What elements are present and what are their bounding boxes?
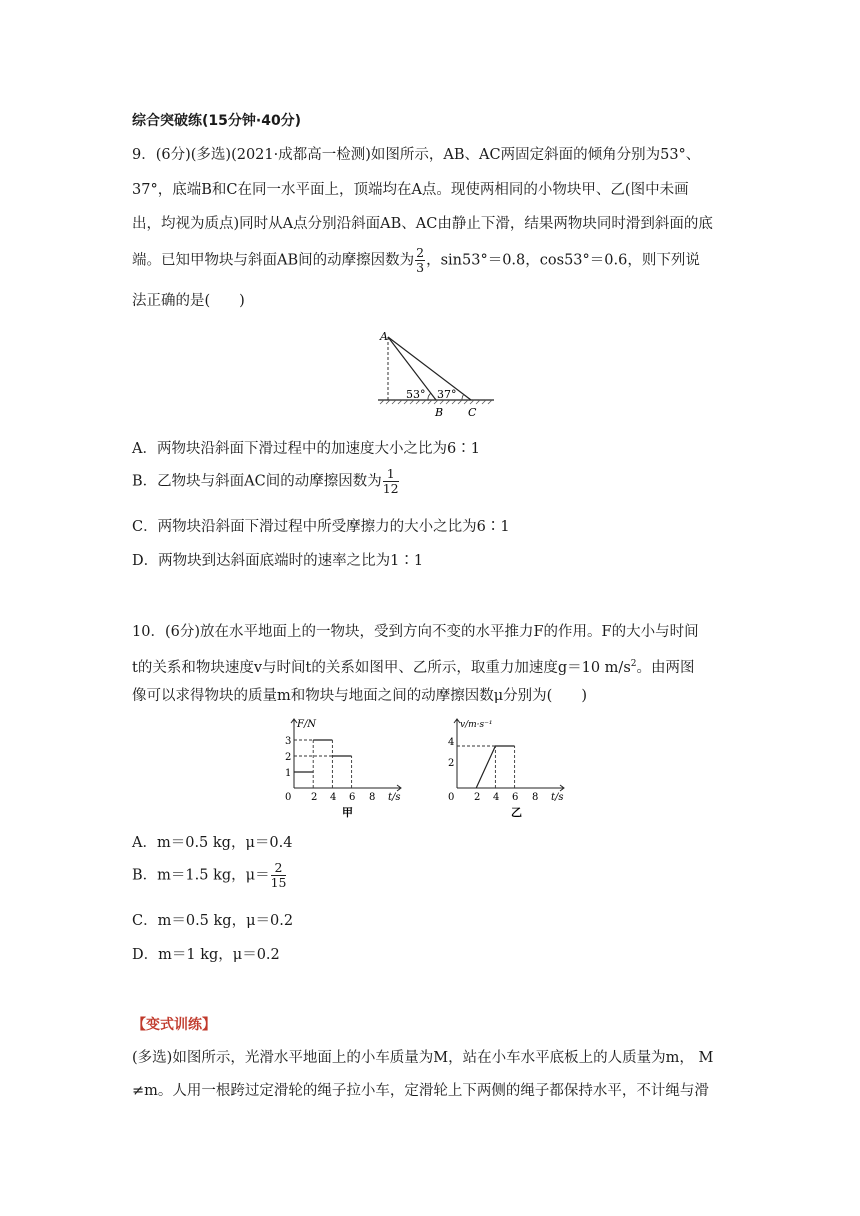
mu-fraction (415, 246, 425, 275)
q10-line-2 (132, 654, 695, 678)
q9-line-4 (132, 246, 700, 275)
option-b-fraction-den: 12 (382, 481, 399, 496)
graph2-ylabel: v/m·s⁻¹ (460, 720, 493, 730)
q9-option-c: C．两物块沿斜面下滑过程中所受摩擦力的大小之比为6∶1 (132, 519, 510, 535)
graph1-xtick-8: 8 (369, 792, 376, 803)
angle-53: 53° (406, 388, 426, 401)
section-title: 综合突破练(15分钟·40分) (132, 113, 302, 129)
graph1-xtick-4: 4 (330, 792, 337, 803)
mu-fraction-num: 2 (416, 245, 425, 260)
q9-option-b-pre: B．乙物块与斜面AC间的动摩擦因数为 (132, 473, 382, 490)
graph1-ytick-2: 2 (285, 752, 292, 763)
mu-fraction-den: 3 (416, 260, 425, 275)
graph1-ylabel: F/N (297, 719, 317, 730)
option-b-fraction-num: 1 (383, 467, 399, 482)
label-a: A (380, 330, 388, 343)
q9-line-4-post: ，sin53°＝0.8，cos53°＝0.6，则下列说 (426, 252, 700, 269)
graph2-xtick-0: 0 (448, 792, 455, 803)
angle-37: 37° (437, 388, 457, 401)
variant-line-1: (多选)如图所示，光滑水平地面上的小车质量为M，站在小车水平底板上的人质量为m， M (132, 1050, 714, 1066)
q10-option-c: C．m＝0.5 kg，μ＝0.2 (132, 913, 294, 929)
q9-option-a: A．两物块沿斜面下滑过程中的加速度大小之比为6∶1 (132, 441, 480, 457)
graph1-ytick-3: 3 (285, 736, 292, 747)
graph2-ytick-4: 4 (448, 737, 455, 748)
q10-line-3: 像可以求得物块的质量m和物块与地面之间的动摩擦因数μ分别为( ) (132, 688, 587, 704)
force-series (294, 740, 352, 788)
graph2-xtick-4: 4 (493, 792, 500, 803)
variant-title: 【变式训练】 (132, 1017, 216, 1033)
q10-option-b-fraction (271, 861, 287, 890)
label-b: B (435, 406, 444, 419)
q10-option-a: A．m＝0.5 kg，μ＝0.4 (132, 835, 293, 851)
variant-line-2: ≠m。人用一根跨过定滑轮的绳子拉小车，定滑轮上下两侧的绳子都保持水平，不计绳与滑 (132, 1083, 709, 1099)
graph1-xtick-2: 2 (311, 792, 318, 803)
q10-option-d: D．m＝1 kg，μ＝0.2 (132, 947, 280, 963)
q9-line-4-pre: 端。已知甲物块与斜面AB间的动摩擦因数为 (132, 252, 415, 269)
graph2-xtick-8: 8 (532, 792, 539, 803)
q9-line-2: 37°，底端B和C在同一水平面上，顶端均在A点。现使两相同的小物块甲、乙(图中未画 (132, 182, 689, 198)
velocity-series (457, 746, 515, 788)
q10-line-1: 10．(6分)放在水平地面上的一物块，受到方向不变的水平推力F的作用。F的大小与时间 (132, 624, 699, 640)
graph-force-time (282, 716, 412, 820)
graph2-caption: 乙 (511, 806, 522, 819)
q10-line-2-sup: 2 (630, 659, 637, 669)
q10-line-2-post: 。由两图 (636, 659, 695, 676)
q10-option-b-pre: B．m＝1.5 kg，μ＝ (132, 867, 270, 884)
graph2-xtick-2: 2 (474, 792, 481, 803)
q10-option-b (132, 861, 287, 890)
q9-option-d: D．两物块到达斜面底端时的速率之比为1∶1 (132, 553, 424, 569)
q9-line-5: 法正确的是( ) (132, 293, 245, 309)
graph1-xlabel: t/s (388, 792, 401, 803)
incline-figure (370, 326, 510, 422)
label-c: C (468, 406, 477, 419)
q10-option-b-fraction-num: 2 (271, 861, 287, 876)
q9-option-b (132, 467, 400, 496)
graph1-caption: 甲 (342, 806, 353, 819)
q10-line-2-pre: t的关系和物块速度v与时间t的关系如图甲、乙所示，取重力加速度g＝10 m/s (132, 659, 631, 676)
graph1-ytick-1: 1 (285, 768, 292, 779)
option-b-fraction (383, 467, 399, 496)
graph1-xtick-0: 0 (285, 792, 292, 803)
graph2-xlabel: t/s (551, 792, 564, 803)
graph2-ytick-2: 2 (448, 758, 455, 769)
graph-velocity-time (445, 716, 575, 820)
q10-option-b-fraction-den: 15 (270, 875, 287, 890)
q9-line-3: 出，均视为质点)同时从A点分别沿斜面AB、AC由静止下滑，结果两物块同时滑到斜面的底 (132, 216, 713, 232)
q9-line-1: 9．(6分)(多选)(2021·成都高一检测)如图所示，AB、AC两固定斜面的倾角分别为53°、 (132, 147, 701, 163)
graph2-xtick-6: 6 (512, 792, 519, 803)
graph1-xtick-6: 6 (349, 792, 356, 803)
